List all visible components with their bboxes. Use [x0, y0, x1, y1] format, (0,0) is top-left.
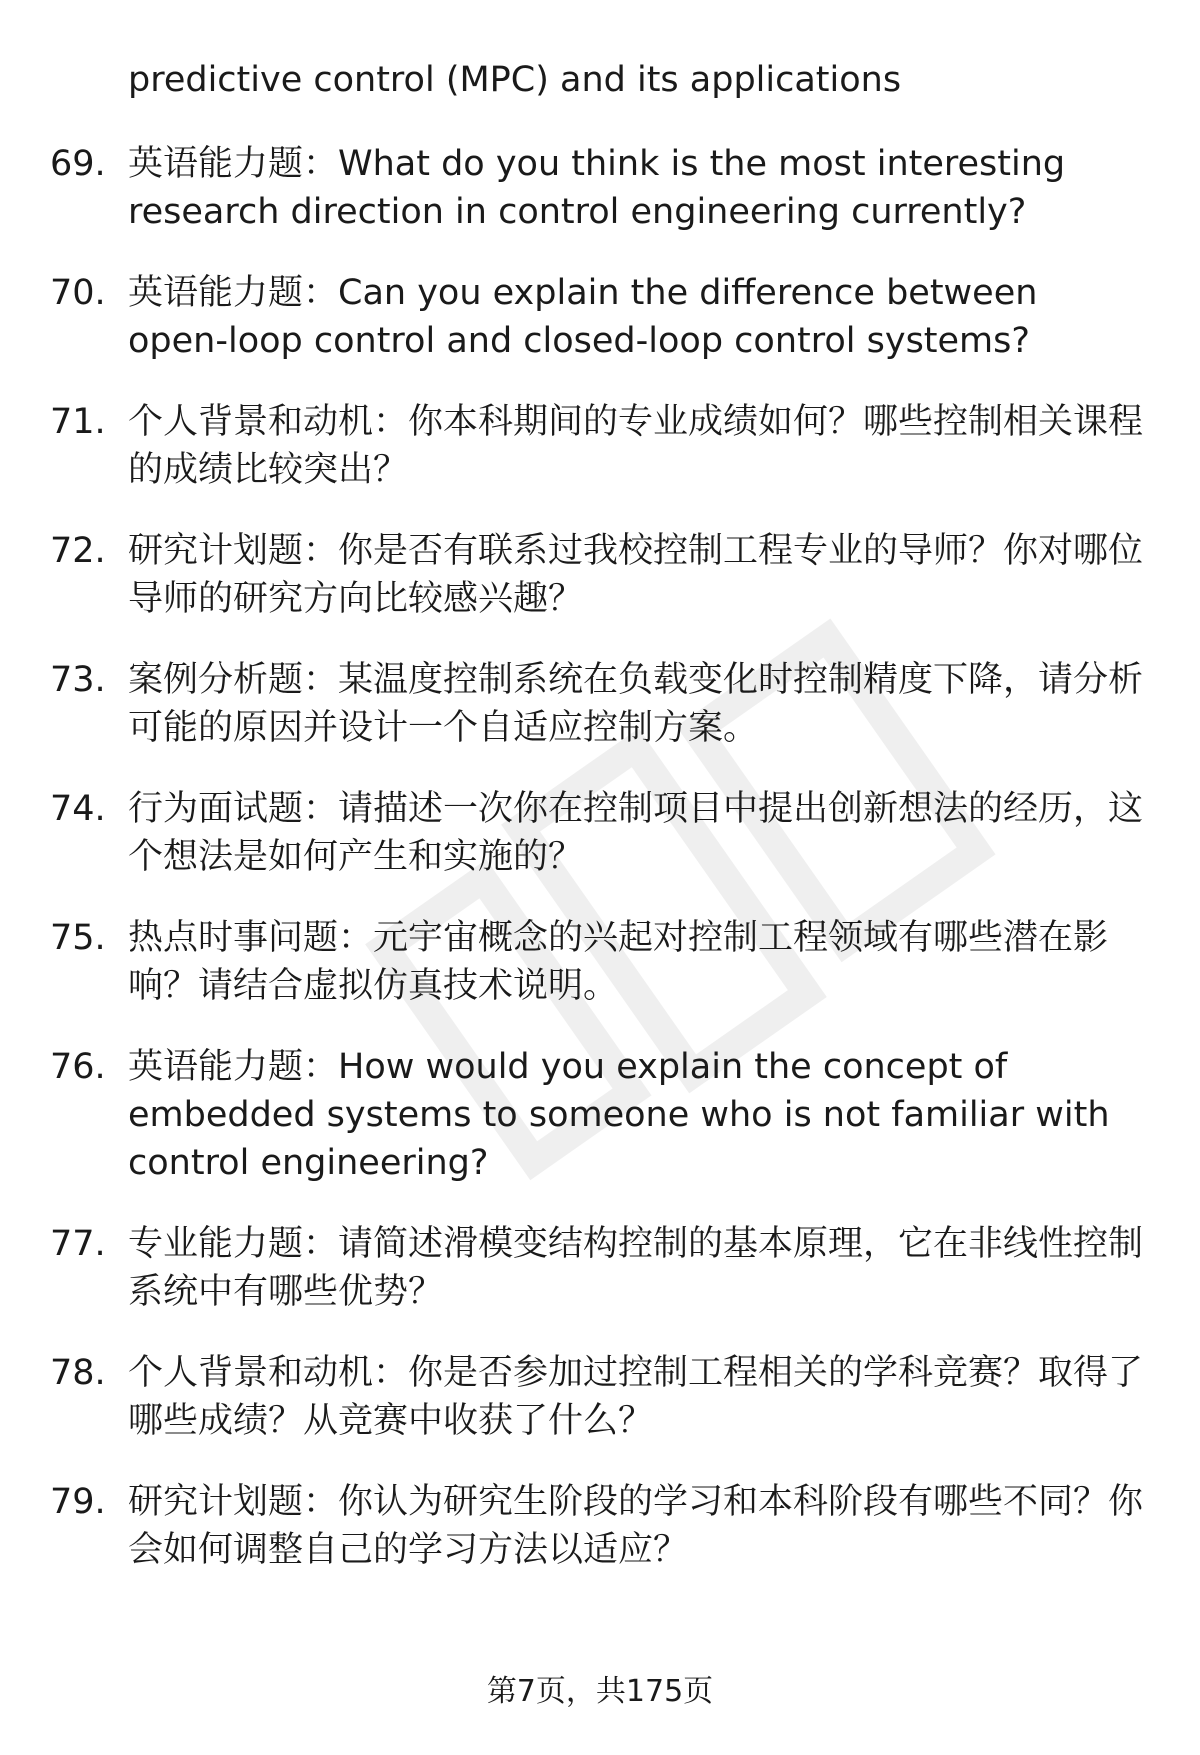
question-number: 76. — [50, 1047, 106, 1087]
question-number: 69. — [50, 144, 106, 184]
question-item-78 — [0, 1349, 1200, 1445]
question-number: 79. — [50, 1482, 106, 1522]
question-item-76 — [0, 1043, 1200, 1187]
question-item-77 — [0, 1220, 1200, 1316]
question-number: 75. — [50, 918, 106, 958]
question-text: 英语能力题：How would you explain the concept of embedded systems to someone who is not familiar with control engineering? — [128, 1047, 1110, 1183]
continued-text: predictive control (MPC) and its applications — [128, 60, 902, 100]
question-text: 案例分析题：某温度控制系统在负载变化时控制精度下降，请分析可能的原因并设计一个自适应控制方案。 — [128, 660, 1144, 748]
question-number: 78. — [50, 1353, 106, 1393]
question-number: 70. — [50, 273, 106, 313]
question-text: 英语能力题：Can you explain the difference between open-loop control and closed-loop control systems? — [128, 273, 1038, 361]
question-number: 74. — [50, 789, 106, 829]
question-item-75 — [0, 914, 1200, 1010]
question-item-70 — [0, 269, 1200, 365]
question-item-74 — [0, 785, 1200, 881]
question-number: 73. — [50, 660, 106, 700]
question-text: 热点时事问题：元宇宙概念的兴起对控制工程领域有哪些潜在影响？请结合虚拟仿真技术说明。 — [128, 918, 1109, 1006]
question-text: 个人背景和动机：你是否参加过控制工程相关的学科竞赛？取得了哪些成绩？从竞赛中收获了什么？ — [128, 1353, 1144, 1441]
page-footer: 第7页，共175页 — [486, 1674, 714, 1709]
question-text: 英语能力题：What do you think is the most interesting research direction in control engineering currently? — [128, 144, 1066, 232]
question-item-72 — [0, 527, 1200, 623]
question-text: 研究计划题：你认为研究生阶段的学习和本科阶段有哪些不同？你会如何调整自己的学习方法以适应？ — [128, 1482, 1144, 1570]
question-text: 研究计划题：你是否有联系过我校控制工程专业的导师？你对哪位导师的研究方向比较感兴趣？ — [128, 531, 1144, 619]
question-list — [0, 140, 1200, 1607]
question-number: 72. — [50, 531, 106, 571]
question-text: 个人背景和动机：你本科期间的专业成绩如何？哪些控制相关课程的成绩比较突出？ — [128, 402, 1144, 490]
question-text: 专业能力题：请简述滑模变结构控制的基本原理，它在非线性控制系统中有哪些优势？ — [128, 1224, 1144, 1312]
question-number: 77. — [50, 1224, 106, 1264]
question-item-79 — [0, 1478, 1200, 1574]
question-text: 行为面试题：请描述一次你在控制项目中提出创新想法的经历，这个想法是如何产生和实施的？ — [128, 789, 1144, 877]
question-item-71 — [0, 398, 1200, 494]
question-item-73 — [0, 656, 1200, 752]
question-item-69 — [0, 140, 1200, 236]
question-number: 71. — [50, 402, 106, 442]
